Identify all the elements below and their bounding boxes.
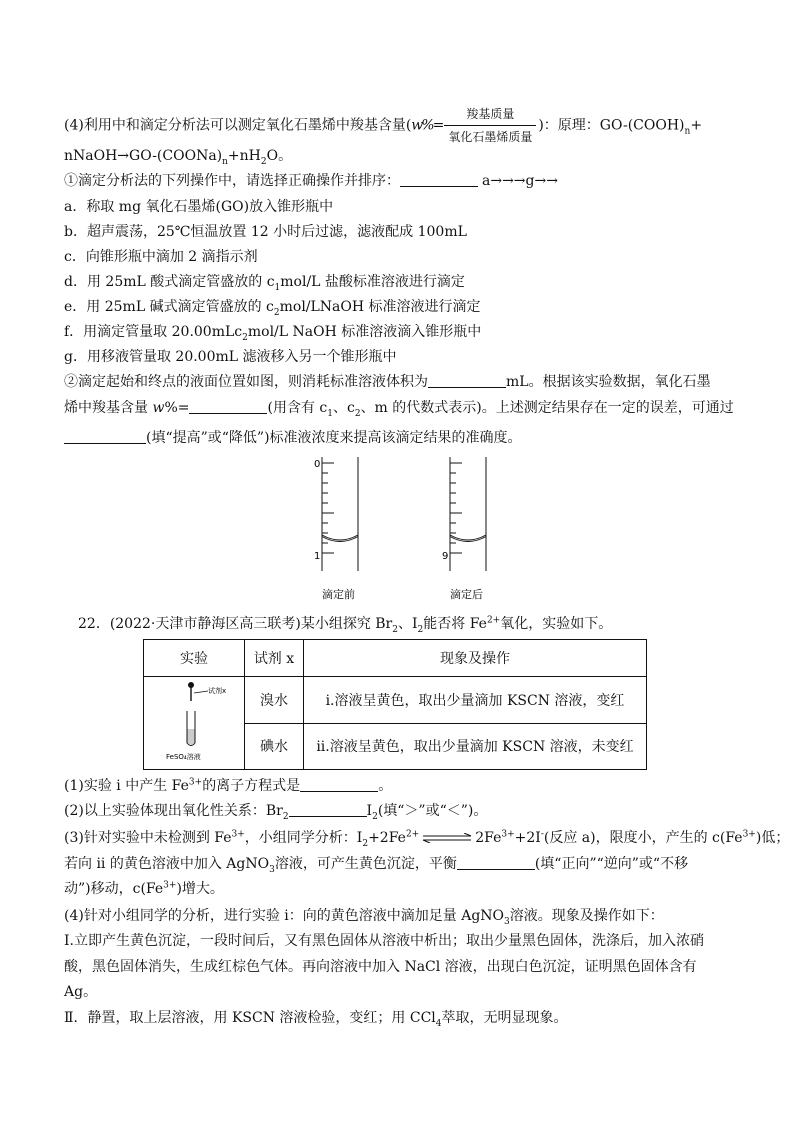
answer-blank-expression[interactable] xyxy=(189,398,267,414)
q4-sub2-line2 xyxy=(64,398,734,418)
burette-right-caption: 滴定后 xyxy=(450,588,483,601)
p3-d: 2Fe xyxy=(475,830,502,846)
p3-l: )增大。 xyxy=(176,881,224,897)
p3-sup6: 3+ xyxy=(163,880,177,891)
burette-figure xyxy=(300,455,500,607)
sub2-f: 、c xyxy=(332,400,355,416)
p3-sup2: 2+ xyxy=(405,829,420,840)
q22-part3-line1 xyxy=(64,828,789,848)
p4-II-a: Ⅱ．静置，取上层溶液，用 KSCN 溶液检验，变红；用 CCl xyxy=(64,1010,436,1026)
p4-b: 溶液。现象及操作如下： xyxy=(509,908,664,924)
p1-a: (1)实验 i 中产生 Fe xyxy=(64,778,189,794)
answer-blank-order[interactable] xyxy=(400,171,478,187)
p3-sup5: 3+ xyxy=(742,829,756,840)
fraction-denominator: 氧化石墨烯质量 xyxy=(448,130,533,144)
q4-intro-plus: + xyxy=(690,117,703,134)
sub2-e1: 1 xyxy=(327,408,333,419)
burette-after xyxy=(450,457,486,571)
q22-part2 xyxy=(64,801,487,821)
table-row xyxy=(144,677,647,724)
q4-reaction-line xyxy=(64,146,292,166)
q22-title xyxy=(78,614,612,634)
sub2-b: mL。根据该实验数据，氧化石墨 xyxy=(506,374,711,390)
phenomenon-i: i.溶液呈黄色，取出少量滴加 KSCN 溶液，变红 xyxy=(304,677,647,724)
table-header-reagent: 试剂 x xyxy=(245,640,304,677)
reaction-2: 2 xyxy=(260,156,267,167)
sub2-g: 、m 的代数式表示)。上述测定结果存在一定的误差，可通过 xyxy=(360,400,734,416)
q22-part3-line2 xyxy=(64,854,688,874)
option-d-b: mol/L 盐酸标准溶液进行滴定 xyxy=(280,274,465,290)
p3-sup1: 3+ xyxy=(231,829,245,840)
w-symbol: w%= xyxy=(411,117,443,134)
answer-blank-volume[interactable] xyxy=(428,372,506,388)
option-f xyxy=(64,322,481,342)
test-tube-figure xyxy=(150,677,238,765)
test-tube-solution xyxy=(188,729,195,745)
p3-j: (填“正向”“逆向”或“不移 xyxy=(534,856,689,872)
q4-intro-prefix: (4)利用中和滴定分析法可以测定氧化石墨烯中羧基含量( xyxy=(64,117,412,134)
reagent-iodine: 碘水 xyxy=(245,723,304,770)
sub2-c: 烯中羧基含量 xyxy=(64,400,153,416)
p2-sub-a: 2 xyxy=(282,811,289,822)
p3-e: +2I xyxy=(514,830,541,846)
sub2-a: ②滴定起始和终点的液面位置如图，则消耗标准溶液体积为 xyxy=(64,374,428,390)
table-header-experiment: 实验 xyxy=(144,640,245,677)
q4-sub1-line xyxy=(64,171,558,191)
burette-left-one: 1 xyxy=(314,551,321,562)
q22-title-b: 、I xyxy=(397,616,418,632)
p3-g: )低； xyxy=(755,830,790,846)
experiment-figure-cell xyxy=(144,677,245,770)
option-b: b．超声震荡，25℃恒温放置 12 小时后过滤，滤液配成 100mL xyxy=(64,224,467,240)
sub1-sequence: a→→→g→→ xyxy=(482,173,558,189)
answer-blank-ion-equation[interactable] xyxy=(300,776,378,792)
p4-sub: 3 xyxy=(504,916,510,927)
option-a: a．称取 mg 氧化石墨烯(GO)放入锥形瓶中 xyxy=(64,199,334,215)
q22-title-sub-b: 2 xyxy=(417,624,424,635)
p2-sub-b: 2 xyxy=(372,811,378,822)
q22-title-c: 能否将 Fe xyxy=(423,616,487,632)
p2-b: I xyxy=(366,803,373,819)
q4-intro-line xyxy=(64,104,702,147)
option-e-b: mol/LNaOH 标准溶液进行滴定 xyxy=(279,299,481,315)
p3-k: 动”)移动，c(Fe xyxy=(64,881,164,897)
p3-c: +2Fe xyxy=(368,830,406,846)
option-e xyxy=(64,297,481,317)
experiment-table xyxy=(143,639,647,770)
answer-blank-concentration[interactable] xyxy=(64,428,146,444)
reaction-n: n xyxy=(222,156,228,167)
table-header-row xyxy=(144,640,647,677)
carboxyl-fraction xyxy=(444,104,536,147)
q22-part4-II-line xyxy=(64,1008,568,1028)
option-f-b: mol/L NaOH 标准溶液滴入锥形瓶中 xyxy=(247,324,482,340)
option-e-sub: 2 xyxy=(273,307,280,318)
p3-sup3: 3+ xyxy=(501,829,515,840)
option-f-a: f．用滴定管量取 20.00mLc xyxy=(64,324,243,340)
q22-part3-line3 xyxy=(64,879,224,899)
sub2-e: (用含有 c xyxy=(267,400,328,416)
reaction-part-c: O。 xyxy=(266,148,293,164)
option-d-sub: 1 xyxy=(274,282,281,293)
equilibrium-arrow-icon xyxy=(422,833,472,843)
q22-part1 xyxy=(64,776,392,796)
option-g: g．用移液管量取 20.00mL 滤液移入另一个锥形瓶中 xyxy=(64,349,397,365)
option-f-sub: 2 xyxy=(242,332,248,343)
p1-sup: 3+ xyxy=(188,777,203,788)
q4-intro-suffix: )：原理：GO-(COOH) xyxy=(538,117,685,134)
q22-title-sub-a: 2 xyxy=(392,624,398,635)
p1-b: 的离子方程式是 xyxy=(202,778,301,794)
p2-c: (填“＞”或“＜”)。 xyxy=(377,803,488,819)
table-header-phenomenon: 现象及操作 xyxy=(304,640,647,677)
p1-c: 。 xyxy=(378,778,393,794)
q22-title-d: 氧化，实验如下。 xyxy=(500,616,613,632)
p4-II-sub: 4 xyxy=(435,1018,442,1029)
option-c: c．向锥形瓶中滴加 2 滴指示剂 xyxy=(64,249,258,265)
p2-a: (2)以上实验体现出氧化性关系：Br xyxy=(64,803,283,819)
q22-title-a: 22．(2022·天津市静海区高三联考)某小组探究 Br xyxy=(78,616,393,632)
sub2-f2: 2 xyxy=(354,408,361,419)
p4-II-b: 萃取，无明显现象。 xyxy=(441,1010,568,1026)
burette-before xyxy=(322,457,358,571)
answer-blank-shift[interactable] xyxy=(457,854,535,870)
option-e-a: e．用 25mL 碱式滴定管盛放的 c xyxy=(64,299,274,315)
sub1-text: ①滴定分析法的下列操作中，请选择正确操作并排序： xyxy=(64,173,400,189)
p3-sub: 2 xyxy=(362,838,369,849)
q22-part4-I-line3: Ag。 xyxy=(64,984,98,1000)
p3-sup4: - xyxy=(540,829,544,840)
reagent-leader-line xyxy=(194,691,208,693)
burette-right-nine: 9 xyxy=(442,551,449,562)
burette-left-caption: 滴定前 xyxy=(322,588,355,601)
option-d xyxy=(64,272,465,292)
p3-a: (3)针对实验中未检测到 Fe xyxy=(64,830,232,846)
sub2-d: %= xyxy=(164,400,190,416)
sub2-h: (填“提高”或“降低”)标准液浓度来提高该滴定结果的准确度。 xyxy=(146,430,522,446)
reaction-part-a: nNaOH→GO-(COONa) xyxy=(64,148,223,164)
q22-part4-line xyxy=(64,906,664,926)
reagent-bromine: 溴水 xyxy=(245,677,304,724)
q4-sub2-line1 xyxy=(64,372,711,392)
burette-left-zero: 0 xyxy=(314,459,321,470)
reagent-x-label: 试剂x xyxy=(208,687,227,695)
answer-blank-oxidizing[interactable] xyxy=(289,801,367,817)
option-d-a: d．用 25mL 酸式滴定管盛放的 c xyxy=(64,274,275,290)
p3-f: (反应 a)，限度小，产生的 c(Fe xyxy=(543,830,743,846)
p3-h: 若向 ii 的黄色溶液中加入 AgNO xyxy=(64,856,270,872)
phenomenon-ii: ii.溶液呈黄色，取出少量滴加 KSCN 溶液，未变红 xyxy=(304,723,647,770)
p3-sub3: 3 xyxy=(269,864,275,875)
q4-sub2-line3 xyxy=(64,428,522,448)
p3-b: ，小组同学分析：I xyxy=(244,830,363,846)
feso4-solution-label: FeSO₄溶液 xyxy=(166,753,201,761)
reaction-part-b: +nH xyxy=(227,148,261,164)
q4-intro-n: n xyxy=(684,126,691,137)
q22-part4-I-line2: 酸，黑色固体消失，生成红棕色气体。再向溶液中加入 NaCl 溶液，出现白色沉淀，证明黑色固体含有 xyxy=(64,959,697,975)
q22-part4-I-line1: Ⅰ.立即产生黄色沉淀，一段时间后，又有黑色固体从溶液中析出；取出少量黑色固体，洗涤后，加入浓硝 xyxy=(64,933,704,949)
p3-i: 溶液，可产生黄色沉淀，平衡 xyxy=(274,856,457,872)
p4-a: (4)针对小组同学的分析，进行实验 i：向的黄色溶液中滴加足量 AgNO xyxy=(64,908,505,924)
sub2-w: w xyxy=(152,400,165,416)
fraction-numerator: 羧基质量 xyxy=(444,104,536,126)
q22-title-sup: 2+ xyxy=(486,615,501,626)
